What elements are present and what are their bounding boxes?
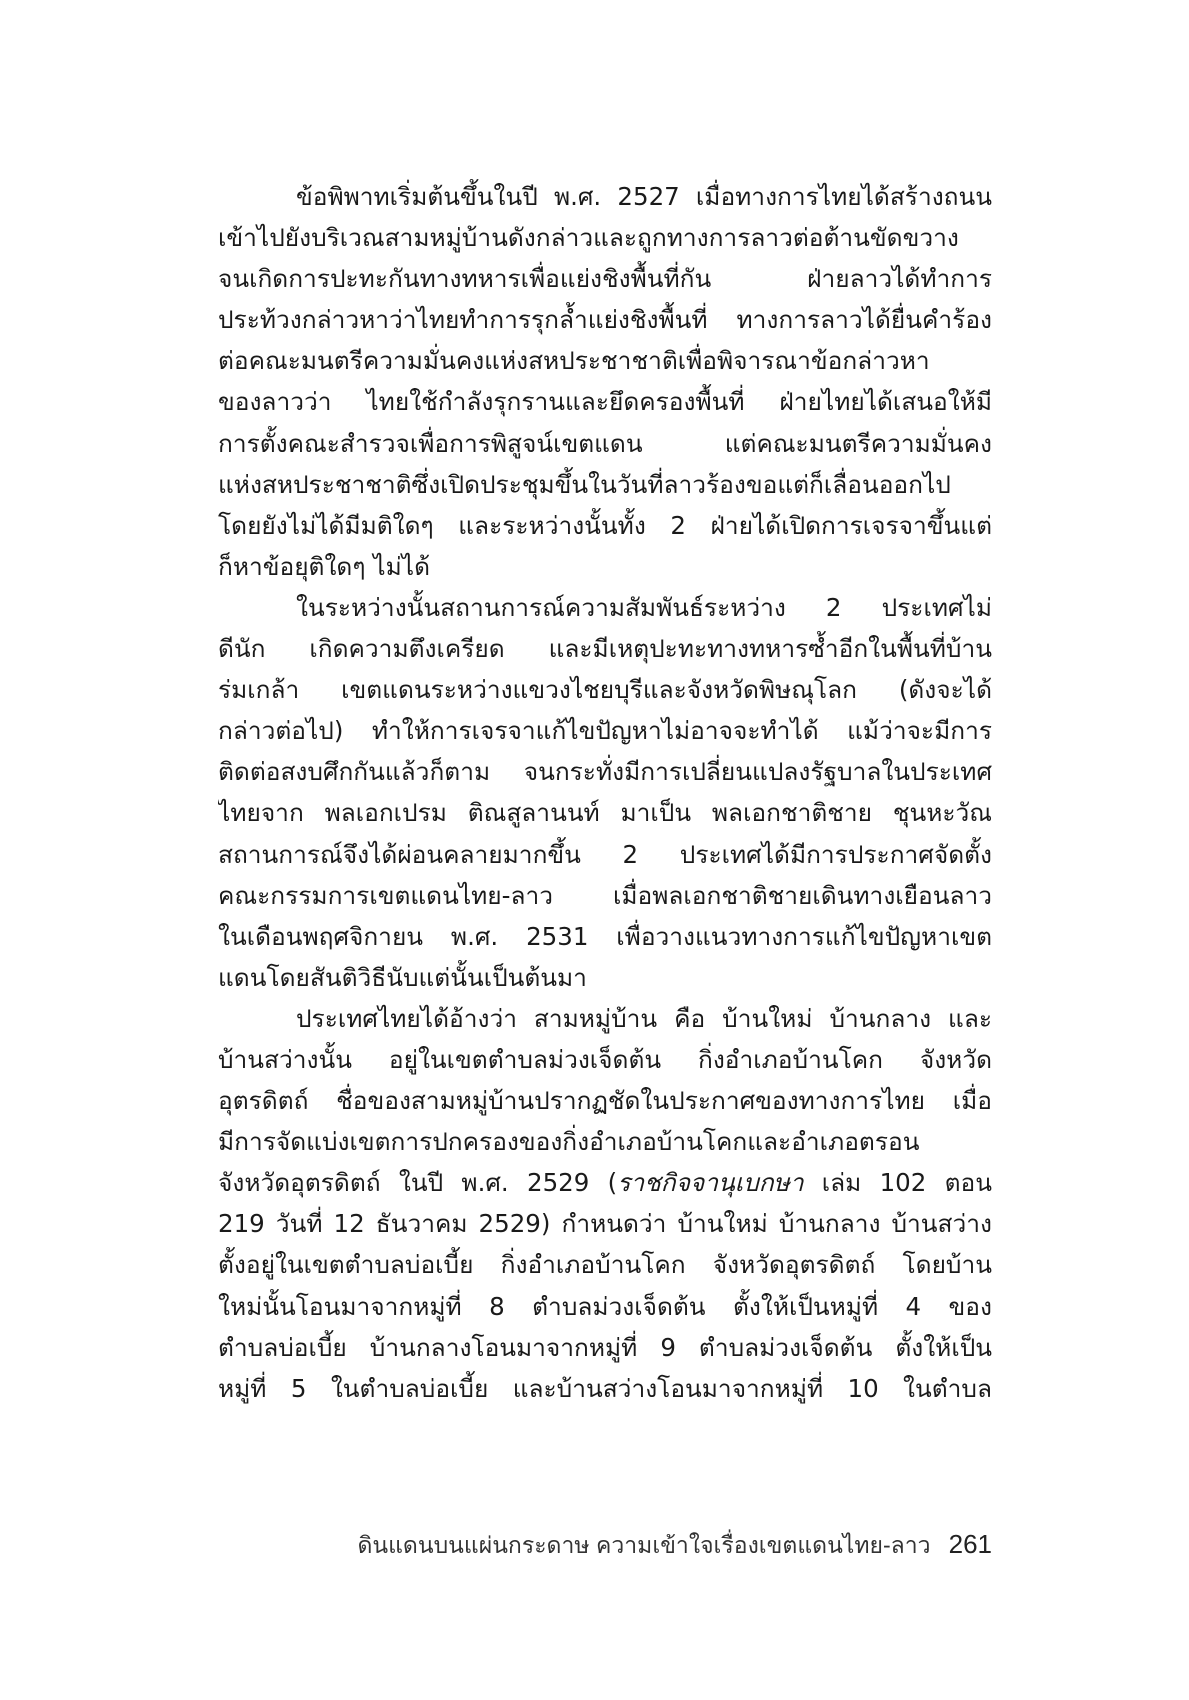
paragraph-3-line-2: บ้านสว่างนั้น อยู่ในเขตตำบลม่วงเจ็ดต้น กิ่งอำเภอบ้านโคก จังหวัด <box>218 1044 992 1074</box>
paragraph-1-line-3: จนเกิดการปะทะกันทางทหารเพื่อแย่งชิงพื้นที่กัน ฝ่ายลาวได้ทำการ <box>218 264 992 294</box>
paragraph-1-line-9: โดยยังไม่ได้มีมติใดๆ และระหว่างนั้นทั้ง 2 ฝ่ายได้เปิดการเจรจาขึ้นแต่ <box>218 510 992 540</box>
paragraph-2-line-3: ร่มเกล้า เขตแดนระหว่างแขวงไชยบุรีและจังหวัดพิษณุโลก (ดังจะได้ <box>218 675 992 705</box>
running-footer-title: ดินแดนบนแผ่นกระดาษ ความเข้าใจเรื่องเขตแดนไทย-ลาว <box>357 1532 931 1558</box>
paragraph-3-line-6: 219 วันที่ 12 ธันวาคม 2529) กำหนดว่า บ้านใหม่ บ้านกลาง บ้านสว่าง <box>218 1209 992 1239</box>
paragraph-3-line-1: ประเทศไทยได้อ้างว่า สามหมู่บ้าน คือ บ้านใหม่ บ้านกลาง และ <box>296 1003 992 1033</box>
paragraph-3-line-3: อุตรดิตถ์ ชื่อของสามหมู่บ้านปรากฏชัดในประกาศของทางการไทย เมื่อ <box>218 1086 992 1116</box>
paragraph-1-line-6: ของลาวว่า ไทยใช้กำลังรุกรานและยึดครองพื้นที่ ฝ่ายไทยได้เสนอให้มี <box>218 387 992 417</box>
paragraph-3-line-5 <box>218 1162 992 1203</box>
paragraph-2-line-5: ติดต่อสงบศึกกันแล้วก็ตาม จนกระทั่งมีการเปลี่ยนแปลงรัฐบาลในประเทศ <box>218 757 992 787</box>
paragraph-3-line-9: ตำบลบ่อเบี้ย บ้านกลางโอนมาจากหมู่ที่ 9 ตำบลม่วงเจ็ดต้น ตั้งให้เป็น <box>218 1332 992 1362</box>
paragraph-2-line-8: คณะกรรมการเขตแดนไทย-ลาว เมื่อพลเอกชาติชายเดินทางเยือนลาว <box>218 880 992 910</box>
paragraph-1-line-8: แห่งสหประชาชาติซึ่งเปิดประชุมขึ้นในวันที่ลาวร้องขอแต่ก็เลื่อนออกไป <box>218 469 951 499</box>
body-text <box>218 176 992 1409</box>
paragraph-2-line-4: กล่าวต่อไป) ทำให้การเจรจาแก้ไขปัญหาไม่อาจจะทำได้ แม้ว่าจะมีการ <box>218 716 992 746</box>
paragraph-1-line-4: ประท้วงกล่าวหาว่าไทยทำการรุกล้ำแย่งชิงพื้นที่ ทางการลาวได้ยื่นคำร้อง <box>218 305 992 335</box>
paragraph-1-line-7: การตั้งคณะสำรวจเพื่อการพิสูจน์เขตแดน แต่คณะมนตรีความมั่นคง <box>218 428 992 458</box>
line-text-after-title: เล่ม 102 ตอน <box>803 1168 992 1198</box>
paragraph-1-line-1: ข้อพิพาทเริ่มต้นขึ้นในปี พ.ศ. 2527 เมื่อทางการไทยได้สร้างถนน <box>296 182 992 211</box>
paragraph-2-line-9: ในเดือนพฤศจิกายน พ.ศ. 2531 เพื่อวางแนวทางการแก้ไขปัญหาเขต <box>218 921 992 951</box>
paragraph-2-line-6: ไทยจาก พลเอกเปรม ติณสูลานนท์ มาเป็น พลเอกชาติชาย ชุนหะวัณ <box>218 798 992 828</box>
paragraph-2-line-7: สถานการณ์จึงได้ผ่อนคลายมากขึ้น 2 ประเทศได้มีการประกาศจัดตั้ง <box>218 839 992 869</box>
paragraph-3-line-4: มีการจัดแบ่งเขตการปกครองของกิ่งอำเภอบ้านโคกและอำเภอตรอน <box>218 1127 920 1157</box>
line-text-before-title: จังหวัดอุตรดิตถ์ ในปี พ.ศ. 2529 ( <box>218 1168 618 1198</box>
paragraph-2-line-10: แดนโดยสันติวิธีนับแต่นั้นเป็นต้นมา <box>218 962 587 992</box>
paragraph-2-line-1: ในระหว่างนั้นสถานการณ์ความสัมพันธ์ระหว่าง 2 ประเทศไม่ <box>296 592 992 622</box>
gazette-title: ราชกิจจานุเบกษา <box>617 1168 804 1198</box>
paragraph-1-line-2: เข้าไปยังบริเวณสามหมู่บ้านดังกล่าวและถูกทางการลาวต่อต้านขัดขวาง <box>218 223 959 253</box>
paragraph-2-line-2: ดีนัก เกิดความตึงเครียด และมีเหตุปะทะทางทหารซ้ำอีกในพื้นที่บ้าน <box>218 634 992 664</box>
paragraph-3-line-7: ตั้งอยู่ในเขตตำบลบ่อเบี้ย กิ่งอำเภอบ้านโคก จังหวัดอุตรดิตถ์ โดยบ้าน <box>218 1250 992 1280</box>
paragraph-1-line-10: ก็หาข้อยุติใดๆ ไม่ได้ <box>218 551 430 581</box>
page-footer <box>357 1528 992 1564</box>
paragraph-3-line-8: ใหม่นั้นโอนมาจากหมู่ที่ 8 ตำบลม่วงเจ็ดต้น ตั้งให้เป็นหมู่ที่ 4 ของ <box>218 1291 992 1321</box>
paragraph-3-line-10: หมู่ที่ 5 ในตำบลบ่อเบี้ย และบ้านสว่างโอนมาจากหมู่ที่ 10 ในตำบล <box>218 1373 992 1403</box>
page-number: 261 <box>948 1529 992 1559</box>
paragraph-1-line-5: ต่อคณะมนตรีความมั่นคงแห่งสหประชาชาติเพื่อพิจารณาข้อกล่าวหา <box>218 346 930 376</box>
